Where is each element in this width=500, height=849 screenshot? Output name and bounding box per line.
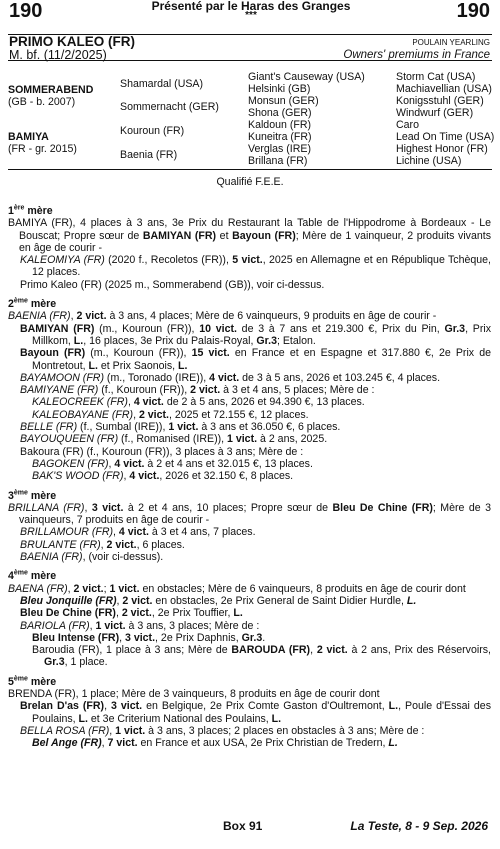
produce-entry: KALEOCREEK (FR), 4 vict. de 2 à 5 ans, 2026 et 94.390 €, 13 places.	[32, 396, 365, 409]
presenter: Présenté par le Haras des Granges	[151, 0, 351, 13]
ancestor-g4-2: Machiavellian (USA)	[396, 83, 492, 95]
horse-header	[8, 34, 492, 62]
produce-entry: BAMIYAN (FR) (m., Kouroun (FR)), 10 vict. de 3 à 7 ans et 219.300 €, Prix du Pin, Gr.3, Prix Millkom, L., 16 places, 3e Prix du Palais-Royal, Gr.3; Etalon.	[20, 322, 491, 347]
granddam-paternal: Sommernacht (GER)	[120, 101, 219, 113]
produce-entry: BAENIA (FR), (voir ci-dessus).	[20, 551, 164, 564]
produce-entry: BARIOLA (FR), 1 vict. à 3 ans, 3 places; Mère de :	[20, 619, 260, 632]
produce-entry: BRILLAMOUR (FR), 4 vict. à 3 et 4 ans, 7 places.	[20, 526, 256, 539]
ancestor-g3-6: Kuneitra (FR)	[248, 131, 312, 143]
ancestor-g3-2: Helsinki (GB)	[248, 83, 311, 95]
section-3: 3ème mère	[8, 489, 57, 502]
ancestor-g4-8: Lichine (USA)	[396, 155, 462, 167]
sale-place-date: La Teste, 8 - 9 Sep. 2026	[350, 819, 488, 833]
produce-entry: BELLE (FR) (f., Sumbal (IRE)), 1 vict. à 3 ans et 36.050 €, 6 places.	[20, 421, 341, 434]
category: POULAIN YEARLING	[412, 38, 490, 47]
produce-entry: Bleu De Chine (FR), 2 vict., 2e Prix Touffier, L.	[20, 607, 243, 620]
dam-4-entry: BAENA (FR), 2 vict.; 1 vict. en obstacles; Mère de 6 vainqueurs, 8 produits en âge de courir dont	[8, 582, 466, 595]
produce-entry: Bakoura (FR) (f., Kouroun (FR)), 3 places à 3 ans; Mère de :	[20, 445, 304, 458]
ancestor-g4-3: Konigsstuhl (GER)	[396, 95, 484, 107]
owners-premiums: Owners' premiums in France	[343, 49, 490, 61]
dam-name: BAMIYA	[8, 131, 49, 143]
granddam-maternal: Baenia (FR)	[120, 149, 178, 161]
produce-entry: KALEOMIYA (FR) (2020 f., Recoletos (FR)), 5 vict., 2025 en Allemagne et en République Tchèque, 12 places.	[20, 254, 491, 279]
sire-name: SOMMERABEND	[8, 84, 94, 96]
section-5: 5ème mère	[8, 675, 57, 688]
sire-info: (GB - b. 2007)	[8, 96, 76, 108]
ancestor-g4-5: Caro	[396, 119, 419, 131]
produce-entry: Bel Ange (FR), 7 vict. en France et aux USA, 2e Prix Christian de Tredern, L.	[32, 737, 398, 750]
produce-entry: BAK'S WOOD (FR), 4 vict., 2026 et 32.150 €, 8 places.	[32, 470, 294, 483]
produce-entry: BAMIYANE (FR) (f., Kouroun (FR)), 2 vict. à 3 et 4 ans, 5 places; Mère de :	[20, 384, 375, 397]
dam-1-entry: BAMIYA (FR), 4 places à 3 ans, 3e Prix du Restaurant la Table de l'Hippodrome à Bordeaux - Le Bouscat; Propre sœur de BAMIYAN (FR) et Bayoun (FR); Mère de 1 vainqueur, 2 produits vivants en âge de courir -	[8, 217, 491, 254]
ancestor-g3-1: Giant's Causeway (USA)	[248, 71, 365, 83]
grandsire-maternal: Kouroun (FR)	[120, 125, 185, 137]
dam-2-entry: BAENIA (FR), 2 vict. à 3 ans, 4 places; Mère de 6 vainqueurs, 9 produits en âge de courir -	[8, 310, 437, 323]
ancestor-g4-1: Storm Cat (USA)	[396, 71, 476, 83]
ancestor-g3-7: Verglas (IRE)	[248, 143, 311, 155]
produce-entry: BAYAMOON (FR) (m., Toronado (IRE)), 4 vict. de 3 à 5 ans, 2026 et 103.245 €, 4 places.	[20, 371, 441, 384]
dam-5-entry: BRENDA (FR), 1 place; Mère de 3 vainqueurs, 8 produits en âge de courir dont	[8, 687, 380, 700]
produce-entry: KALEOBAYANE (FR), 2 vict., 2025 et 72.155 €, 12 places.	[32, 408, 309, 421]
produce-entry: Baroudia (FR), 1 place à 3 ans; Mère de BAROUDA (FR), 2 vict. à 2 ans, Prix des Réservoirs, Gr.3, 1 place.	[32, 644, 491, 669]
lot-number-left: 190	[9, 0, 43, 22]
produce-entry: Bayoun (FR) (m., Kouroun (FR)), 15 vict. en France et en Espagne et 317.880 €, 2e Prix de Montretout, L. et Prix Saonois, L.	[20, 347, 491, 372]
produce-entry: BRULANTE (FR), 2 vict., 6 places.	[20, 538, 185, 551]
ancestor-g3-8: Brillana (FR)	[248, 155, 308, 167]
ancestor-g4-4: Windwurf (GER)	[396, 107, 474, 119]
dam-3-entry: BRILLANA (FR), 3 vict. à 2 et 4 ans, 10 places; Propre sœur de Bleu De Chine (FR); Mère de 3 vainqueurs, 7 produits en âge de courir -	[8, 501, 492, 527]
produce-entry: BAGOKEN (FR), 4 vict. à 2 et 4 ans et 32.015 €, 13 places.	[32, 457, 313, 470]
section-2: 2ème mère	[8, 297, 57, 311]
produce-entry: Bleu Intense (FR), 3 vict., 2e Prix Daphnis, Gr.3.	[32, 631, 266, 644]
grandsire-paternal: Shamardal (USA)	[120, 78, 204, 90]
section-1: 1ère mère	[8, 204, 53, 217]
ancestor-g3-3: Monsun (GER)	[248, 95, 319, 107]
lot-number-right: 190	[456, 0, 490, 22]
pedigree-notes	[8, 198, 491, 749]
ancestor-g4-7: Highest Honor (FR)	[396, 143, 488, 155]
ancestor-g3-4: Shona (GER)	[248, 107, 312, 119]
produce-entry: Bleu Jonquille (FR), 2 vict. en obstacles, 2e Prix General de Saint Didier Hurdle, L.	[20, 594, 417, 607]
box-number: Box 91	[223, 819, 263, 833]
ancestor-g3-5: Kaldoun (FR)	[248, 119, 311, 131]
ancestor-g4-6: Lead On Time (USA)	[396, 131, 495, 143]
horse-name: PRIMO KALEO (FR)	[9, 34, 135, 49]
stars: ***	[245, 10, 257, 21]
produce-entry: BELLA ROSA (FR), 1 vict. à 3 ans, 3 places; 2 places en obstacles à 3 ans; Mère de :	[20, 724, 425, 737]
qualification: Qualifié F.E.E.	[216, 176, 284, 188]
produce-entry: Primo Kaleo (FR) (2025 m., Sommerabend (GB)), voir ci-dessus.	[20, 278, 325, 291]
sex-birth: M. bf. (11/2/2025)	[9, 48, 107, 62]
produce-entry: Brelan D'as (FR), 3 vict. en Belgique, 2e Prix Comte Gaston d'Oultremont, L., Poule d'Essai des Poulains, L. et 3e Criterium National des Poulains, L.	[20, 700, 491, 725]
section-4: 4ème mère	[8, 569, 57, 583]
pedigree-table	[8, 60, 495, 170]
dam-info: (FR - gr. 2015)	[8, 143, 77, 155]
produce-entry: BAYOUQUEEN (FR) (f., Romanised (IRE)), 1 vict. à 2 ans, 2025.	[20, 433, 328, 446]
